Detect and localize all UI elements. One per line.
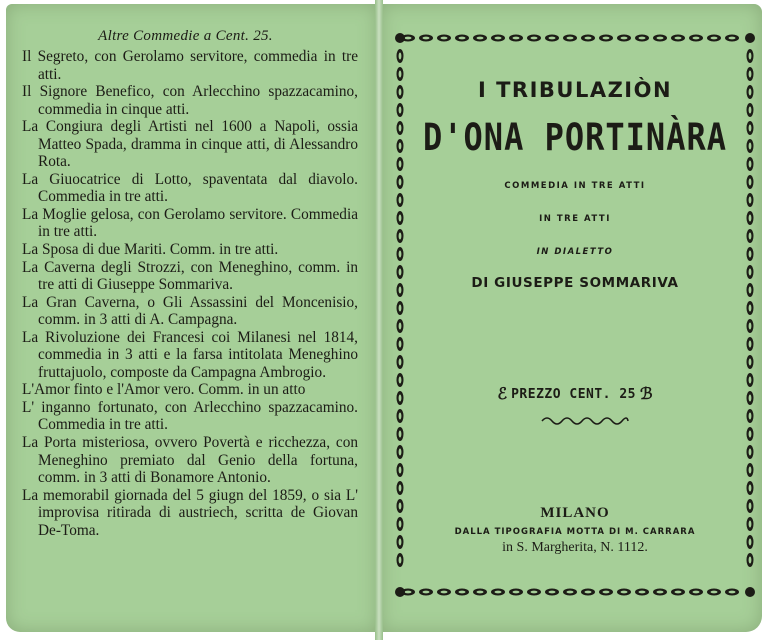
- catalog-entry: L' inganno fortunato, con Arlecchino spazzacamino. Commedia in tre atti.: [22, 398, 358, 434]
- title-line-1: I TRIBULAZIÒN: [477, 78, 673, 102]
- catalog-entry: La Moglie gelosa, con Gerolamo servitore. Commedia in tre atti.: [22, 205, 358, 241]
- catalog-entry: La Caverna degli Strozzi, con Meneghino, comm. in tre atti di Giuseppe Sommariva.: [22, 258, 358, 294]
- author-line: DI GIUSEPPE SOMMARIVA: [471, 275, 679, 291]
- catalog-entry: La Porta misteriosa, ovvero Povertà e ricchezza, con Meneghino premiato dal Genio della fortuna, comm. in 3 atti di Bonamore Antonio.: [22, 434, 358, 487]
- border-corner-icon: [745, 587, 755, 597]
- catalog-entry: Il Signore Benefico, con Arlecchino spazzacamino, commedia in cinque atti.: [22, 83, 358, 118]
- catalog-entry: La Rivoluzione dei Francesi coi Milanesi nel 1814, commedia in 3 atti e la farsa intitolata Meneghino fruttajuolo, composte da Campagna Ambrogio.: [22, 328, 358, 381]
- catalog-heading: Altre Commedie a Cent. 25.: [98, 28, 273, 44]
- price-line: [392, 384, 758, 403]
- subtitle-dialect: IN DIALETTO: [536, 247, 614, 257]
- comedy-catalog-list: [22, 48, 358, 539]
- printer-address: in S. Margherita, N. 1112.: [502, 540, 648, 555]
- ornament-right-icon: ℬ: [640, 384, 653, 403]
- printer-line: DALLA TIPOGRAFIA MOTTA DI M. CARRARA: [454, 527, 696, 537]
- title-line-2: D'ONA PORTINÀRA: [423, 114, 727, 160]
- catalog-entry: La memorabil giornada del 5 giugn del 1859, o sia L' improvisa ritirada di austriech, scritta de Giovan De-Toma.: [22, 486, 358, 539]
- border-corner-icon: [745, 33, 755, 43]
- catalog-entry: La Gran Caverna, o Gli Assassini del Moncenisio, comm. in 3 atti di A. Campagna.: [22, 293, 358, 329]
- catalog-entry: La Congiura degli Artisti nel 1600 a Napoli, ossia Matteo Spada, dramma in cinque atti, di Alessandro Rota.: [22, 118, 358, 171]
- book-spine-fold: [375, 0, 383, 640]
- border-corner-icon: [395, 33, 405, 43]
- border-corner-icon: [395, 587, 405, 597]
- subtitle-acts: IN TRE ATTI: [539, 214, 611, 224]
- publication-city: MILANO: [540, 505, 610, 521]
- catalog-entry: L'Amor finto e l'Amor vero. Comm. in un atto: [22, 381, 306, 399]
- ornament-left-icon: ℰ: [497, 384, 508, 403]
- catalog-entry: La Sposa di due Mariti. Comm. in tre atti.: [22, 241, 279, 259]
- catalog-entry: La Giuocatrice di Lotto, spaventata dal diavolo. Commedia in tre atti.: [22, 170, 358, 206]
- wavy-rule-icon: [540, 414, 630, 428]
- subtitle-genre: COMMEDIA IN TRE ATTI: [504, 181, 646, 191]
- catalog-entry: Il Segreto, con Gerolamo servitore, commedia in tre atti.: [22, 48, 358, 83]
- price-text: PREZZO CENT. 25: [511, 387, 636, 402]
